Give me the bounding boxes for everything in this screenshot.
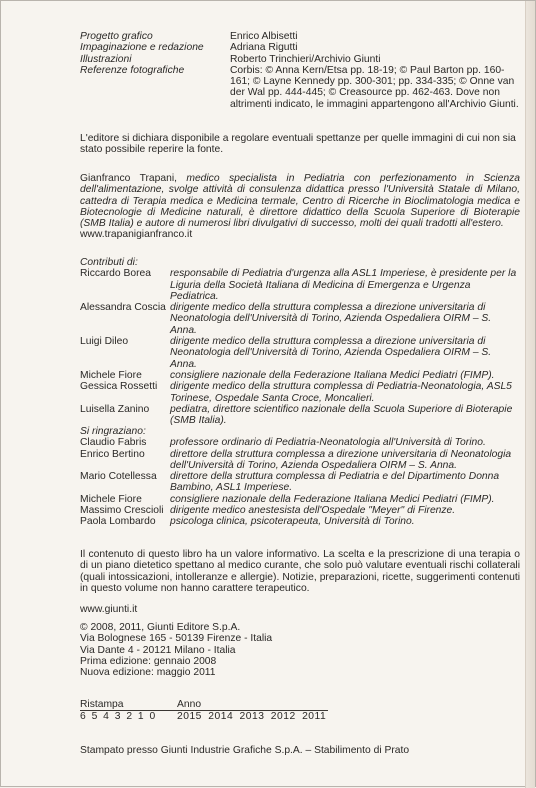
contributor-row [80, 336, 520, 370]
acknowledgement-role: psicologa clinica, psicoterapeuta, Università di Torino. [170, 516, 415, 528]
credit-label: Progetto grafico [80, 31, 153, 42]
acknowledgement-name: Claudio Fabris [80, 437, 147, 449]
credit-value: Roberto Trinchieri/Archivio Giunti [230, 53, 381, 65]
acknowledgement-row [80, 471, 520, 494]
reprint-numbers: 6 5 4 3 2 1 0 [80, 711, 156, 723]
copyright-line: © 2008, 2011, Giunti Editore S.p.A. [80, 622, 241, 633]
credit-row [80, 65, 520, 110]
contributor-role: dirigente medico della struttura complessa a direzione universitaria di Neonatologia dell'Università di Torino, Azienda Ospedaliera OIRM – S. Anna. [170, 336, 492, 370]
contributor-name: Michele Fiore [80, 369, 142, 381]
reprint-block [80, 699, 520, 723]
acknowledgement-name: Enrico Bertino [80, 448, 145, 460]
printer-line: Stampato presso Giunti Industrie Grafiche S.p.A. – Stabilimento di Prato [80, 745, 410, 756]
reprint-header [80, 699, 520, 710]
acknowledgement-name: Michele Fiore [80, 493, 142, 505]
contributor-role: pediatra, direttore scientifico nazionale della Scuola Superiore di Bioterapie (SMB Italia). [170, 403, 513, 427]
contributor-row [80, 370, 520, 381]
author-bio [80, 173, 520, 241]
credit-value: Corbis: © Anna Kern/Etsa pp. 18-19; © Paul Barton pp. 160-161; © Layne Kennedy pp. 300-301; pp. 334-335; © Onne van der Wal pp. 444-445; © Creasource pp. 462-463. Dove non altrimenti indicato, le immagini appartengono all'Archivio Giunti. [230, 64, 519, 110]
acknowledgement-role: dirigente medico anestesista dell'Ospedale "Meyer" di Firenze. [170, 505, 456, 517]
acknowledgements-block [80, 426, 520, 528]
acknowledgement-role: direttore della struttura complessa di Pediatria e del Dipartimento Donna Bambino, ASL1 Imperiese. [170, 471, 500, 494]
year-label: Anno [177, 699, 202, 710]
contributor-row [80, 404, 520, 427]
contributor-name: Luigi Dileo [80, 336, 129, 348]
contributor-name: Gessica Rossetti [80, 381, 158, 393]
contributor-name: Alessandra Coscia [80, 302, 166, 314]
contributor-row [80, 302, 520, 336]
contributor-name: Luisella Zanino [80, 403, 150, 415]
contributor-row [80, 268, 520, 302]
acknowledgement-row [80, 494, 520, 505]
acknowledgement-name: Massimo Crescioli [80, 505, 164, 517]
reprint-label: Ristampa [80, 699, 124, 710]
acknowledgement-row [80, 516, 520, 527]
address-line: Via Dante 4 - 20121 Milano - Italia [80, 644, 236, 656]
credit-row [80, 42, 520, 53]
author-name: Gianfranco Trapani, [80, 173, 177, 184]
contributors-heading: Contributi di: [80, 257, 138, 268]
reprint-years: 2015 2014 2013 2012 2011 [177, 711, 327, 723]
credit-label: Impaginazione e redazione [80, 42, 204, 54]
acknowledgement-row [80, 437, 520, 448]
acknowledgement-role: direttore della struttura complessa a direzione universitaria di Neonatologia dell'Università di Torino, Azienda Ospedaliera OIRM – S. Anna. [170, 448, 512, 471]
reprint-numbers-row [80, 710, 328, 722]
acknowledgement-role: consigliere nazionale della Federazione Italiana Medici Pediatri (FIMP). [170, 493, 495, 505]
publisher-note: L'editore si dichiara disponibile a regolare eventuali spettanze per quelle immagini di cui non sia stato possibile reperire la fonte. [80, 133, 516, 156]
acknowledgement-row [80, 505, 520, 516]
contributor-role: consigliere nazionale della Federazione Italiana Medici Pediatri (FIMP). [170, 369, 495, 381]
credit-label: Referenze fotografiche [80, 64, 185, 76]
edition-line: Nuova edizione: maggio 2011 [80, 667, 216, 679]
credit-row [80, 54, 520, 65]
acknowledgement-name: Mario Cotellessa [80, 471, 157, 483]
acknowledgement-name: Paola Lombardo [80, 516, 156, 528]
publisher-website: www.giunti.it [80, 604, 138, 615]
credit-row [80, 31, 520, 42]
contributors-block [80, 257, 520, 426]
medical-disclaimer: Il contenuto di questo libro ha un valore informativo. La scelta e la prescrizione di una terapia o di un piano dietetico spettano al medico curante, che solo può valutare eventuali rischi collaterali (quali intossicazioni, intolleranze e allergie). Notizie, preparazioni, ricette, suggerimenti contenuti in questo volume non hanno carattere terapeutico. [80, 549, 520, 594]
edition-line: Prima edizione: gennaio 2008 [80, 655, 217, 667]
facing-page-edge [525, 1, 535, 788]
contributor-role: dirigente medico della struttura complessa di Pediatria-Neonatologia, ASL5 Torinese, Ospedale Santa Croce, Moncalieri. [170, 381, 512, 404]
author-description: medico specialista in Pediatria con perfezionamento in Scienza dell'alimentazione, svolge attività di consulenza didattica presso l'Università Statale di Milano, cattedra di Terapia medica e Medicina termale, Centro di Ricerche in Bioclimatologia medica e Biotecnologie di Medicine naturali, è direttore didattico della Scuola Superiore di Bioterapie (SMB Italia) e autore di numerosi libri divulgativi di successo, molti dei quali tradotti all'estero. [80, 173, 520, 230]
copyright-block [80, 622, 520, 678]
author-website: www.trapanigianfranco.it [80, 229, 193, 241]
contributor-role: responsabile di Pediatria d'urgenza alla ASL1 Imperiese, è presidente per la Liguria della Società Italiana di Medicina di Emergenza e Urgenza Pediatrica. [170, 268, 517, 302]
contributor-row [80, 381, 520, 404]
credit-value: Adriana Rigutti [230, 42, 298, 54]
credit-value: Enrico Albisetti [230, 31, 298, 42]
contributor-name: Riccardo Borea [80, 268, 151, 280]
acknowledgement-role: professore ordinario di Pediatria-Neonatologia all'Università di Torino. [170, 437, 486, 449]
address-line: Via Bolognese 165 - 50139 Firenze - Italia [80, 633, 273, 645]
credit-label: Illustrazioni [80, 53, 132, 65]
credits-block [80, 31, 520, 110]
acknowledgement-row [80, 449, 520, 472]
contributor-role: dirigente medico della struttura complessa a direzione universitaria di Neonatologia dell'Università di Torino, Azienda Ospedaliera OIRM – S. Anna. [170, 302, 492, 336]
acknowledgements-heading: Si ringraziano: [80, 426, 146, 437]
